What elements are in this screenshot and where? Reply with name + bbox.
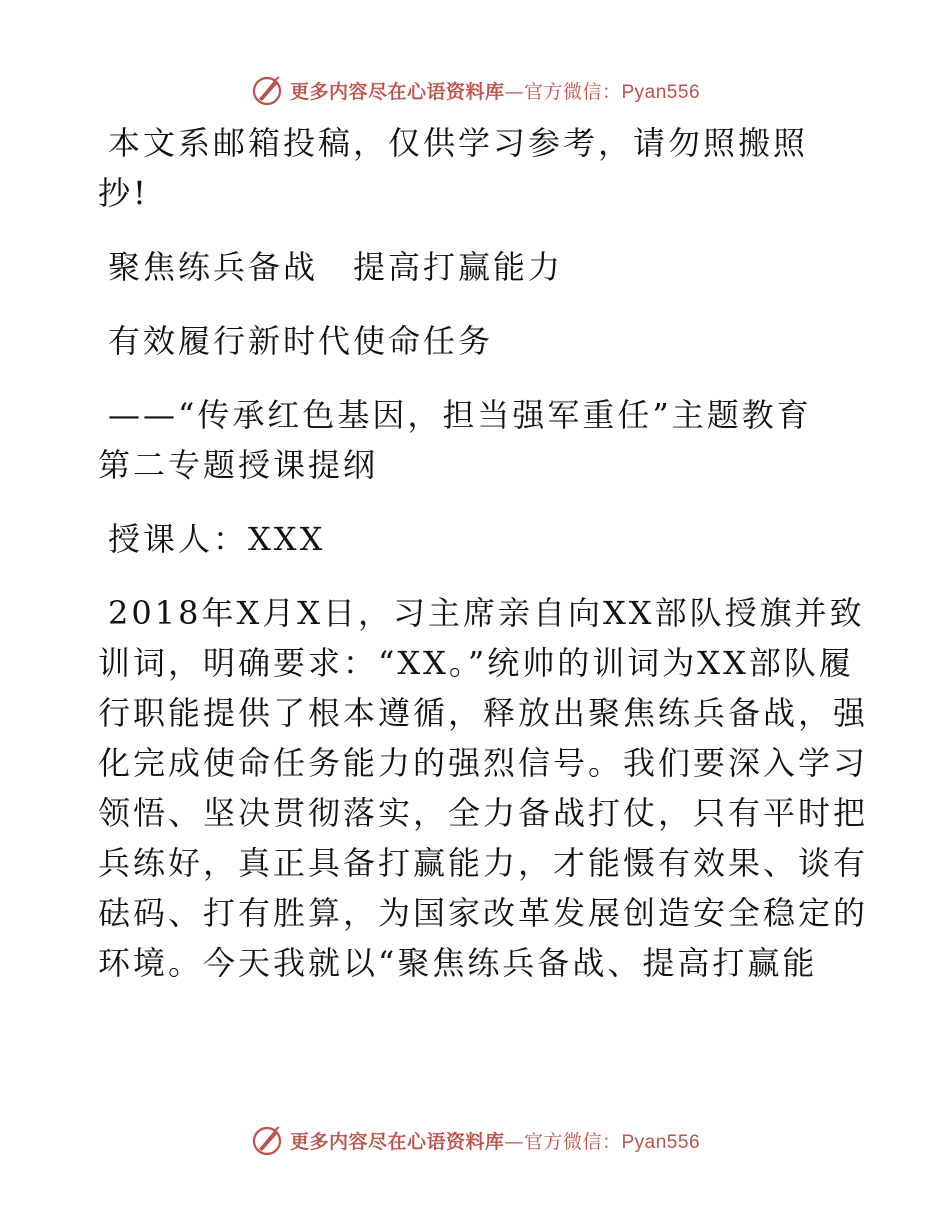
body-line-3: 行职能提供了根本遵循，释放出聚焦练兵备战，强	[98, 694, 869, 732]
title-sub-paragraph	[98, 316, 858, 366]
watermark-wechat-id-bottom: Pyan556	[621, 1131, 701, 1153]
watermark-official: 官方微信：	[523, 80, 622, 103]
watermark-site: 更多内容尽在心语资料库	[289, 80, 505, 103]
body-line-1: 2018年X月X日，习主席亲自向XX部队授旗并致	[108, 594, 865, 632]
footer-watermark	[0, 1120, 950, 1160]
quill-pen-logo-icon	[250, 1123, 284, 1157]
watermark-group-bottom	[250, 1123, 700, 1157]
subtitle-line-1: ——“传承红色基因，担当强军重任”主题教育	[108, 396, 812, 434]
body-line-8: 环境。今天我就以“聚焦练兵备战、提高打赢能	[98, 944, 818, 982]
body-line-7: 砝码、打有胜算，为国家改革发展创造安全稳定的	[98, 894, 869, 932]
body-paragraph	[98, 588, 869, 988]
lecturer: 授课人：XXX	[108, 520, 326, 558]
subtitle-line-2: 第二专题授课提纲	[98, 446, 379, 484]
watermark-site-bottom: 更多内容尽在心语资料库	[289, 1130, 505, 1153]
watermark-text-bottom	[290, 1127, 700, 1154]
title-main-paragraph	[98, 242, 858, 292]
body-line-4: 化完成使命任务能力的强烈信号。我们要深入学习	[98, 744, 869, 782]
title-sub: 有效履行新时代使命任务	[108, 322, 494, 360]
body-line-6: 兵练好，真正具备打赢能力，才能慑有效果、谈有	[98, 844, 869, 882]
watermark-dash: —	[504, 80, 524, 103]
watermark-dash-bottom: —	[504, 1130, 524, 1153]
body-line-2: 训词，明确要求：“XX。”统帅的训词为XX部队履	[98, 644, 854, 682]
notice-line-1: 本文系邮箱投稿，仅供学习参考，请勿照搬照	[108, 124, 809, 162]
watermark-group	[250, 73, 700, 107]
header-watermark	[0, 70, 950, 110]
body-line-5: 领悟、坚决贯彻落实，全力备战打仗，只有平时把	[98, 794, 869, 832]
notice-paragraph	[98, 118, 858, 218]
document-body	[98, 118, 869, 988]
subtitle-paragraph	[98, 390, 858, 490]
watermark-wechat-id: Pyan556	[621, 81, 701, 103]
watermark-text	[290, 77, 700, 104]
watermark-official-bottom: 官方微信：	[523, 1130, 622, 1153]
notice-line-2: 抄!	[98, 174, 149, 212]
title-main: 聚焦练兵备战 提高打赢能力	[108, 248, 564, 286]
lecturer-paragraph	[98, 514, 858, 564]
quill-pen-logo-icon	[250, 73, 284, 107]
